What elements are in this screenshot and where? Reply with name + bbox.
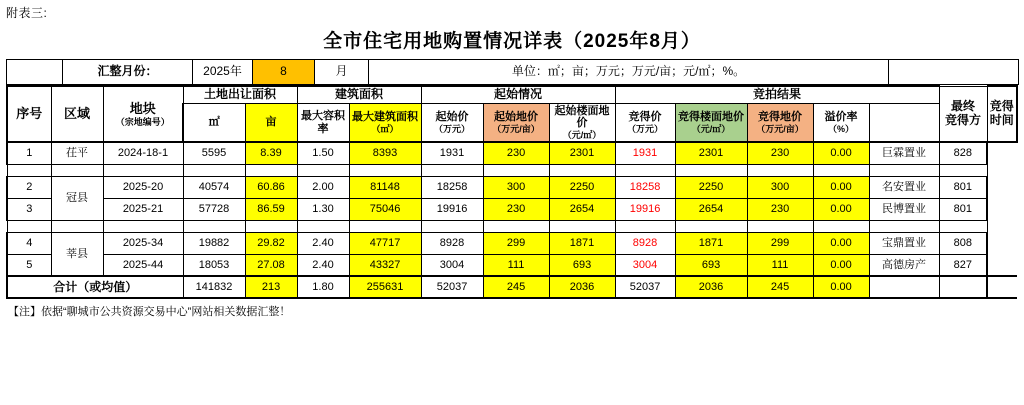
spacer-cell bbox=[421, 164, 483, 176]
total-far: 1.80 bbox=[297, 276, 349, 298]
cell-seq: 2 bbox=[7, 176, 51, 198]
spacer-cell bbox=[349, 164, 421, 176]
cell-win-land-price: 300 bbox=[747, 176, 813, 198]
spacer-cell bbox=[615, 220, 675, 232]
cell-far: 2.00 bbox=[297, 176, 349, 198]
cell-sqm: 57728 bbox=[183, 198, 245, 220]
cell-win-time: 801 bbox=[939, 176, 987, 198]
cell-winner: 巨霖置业 bbox=[869, 142, 939, 164]
spacer-cell bbox=[869, 164, 939, 176]
cell-start-price: 19916 bbox=[421, 198, 483, 220]
spacer-cell bbox=[7, 60, 63, 85]
spacer-cell bbox=[549, 164, 615, 176]
cell-start-floor-price: 693 bbox=[549, 254, 615, 276]
cell-far: 1.30 bbox=[297, 198, 349, 220]
header-start-price bbox=[421, 103, 483, 142]
cell-win-time: 801 bbox=[939, 198, 987, 220]
total-premium-rate: 0.00 bbox=[813, 276, 869, 298]
cell-mu: 27.08 bbox=[245, 254, 297, 276]
spacer-cell bbox=[549, 220, 615, 232]
header-winner: 最终 竞得方 bbox=[939, 86, 987, 142]
header-win-price-main: 竞得价 bbox=[628, 111, 662, 124]
header-start-floor-price bbox=[549, 103, 615, 142]
cell-start-price: 8928 bbox=[421, 232, 483, 254]
cell-win-time: 808 bbox=[939, 232, 987, 254]
spacer-cell bbox=[51, 164, 103, 176]
header-mu: 亩 bbox=[245, 103, 297, 142]
header-max-build-main: 最大建筑面积 bbox=[352, 111, 419, 124]
cell-start-floor-price: 2250 bbox=[549, 176, 615, 198]
cell-parcel: 2025-21 bbox=[103, 198, 183, 220]
table-row bbox=[7, 254, 1017, 276]
spacer-row bbox=[7, 164, 1017, 176]
header-start-price-sub: （万元） bbox=[434, 123, 471, 134]
cell-mu: 60.86 bbox=[245, 176, 297, 198]
cell-start-price: 3004 bbox=[421, 254, 483, 276]
year-value: 2025年 bbox=[193, 60, 253, 85]
total-row bbox=[7, 276, 1017, 298]
cell-far: 2.40 bbox=[297, 254, 349, 276]
group-start-info: 起始情况 bbox=[421, 86, 615, 103]
cell-max-build: 47717 bbox=[349, 232, 421, 254]
attachment-label: 附表三: bbox=[6, 6, 48, 20]
spacer-cell bbox=[7, 220, 51, 232]
table-row bbox=[7, 232, 1017, 254]
cell-win-land-price: 111 bbox=[747, 254, 813, 276]
cell-win-price: 8928 bbox=[615, 232, 675, 254]
cell-start-price: 1931 bbox=[421, 142, 483, 164]
total-start-price: 52037 bbox=[421, 276, 483, 298]
header-win-floor-price-sub: （元/㎡） bbox=[691, 123, 731, 134]
cell-max-build: 81148 bbox=[349, 176, 421, 198]
cell-region: 茌平 bbox=[51, 142, 103, 164]
group-build-area: 建筑面积 bbox=[297, 86, 421, 103]
cell-win-land-price: 230 bbox=[747, 142, 813, 164]
cell-premium-rate: 0.00 bbox=[813, 254, 869, 276]
header-region: 区域 bbox=[51, 86, 103, 142]
cell-start-land-price: 230 bbox=[483, 198, 549, 220]
cell-win-floor-price: 2301 bbox=[675, 142, 747, 164]
cell-win-land-price: 299 bbox=[747, 232, 813, 254]
cell-win-land-price: 230 bbox=[747, 198, 813, 220]
month-suffix: 月 bbox=[315, 60, 369, 85]
spacer-cell bbox=[869, 220, 939, 232]
cell-far: 1.50 bbox=[297, 142, 349, 164]
spacer-cell bbox=[813, 220, 869, 232]
cell-premium-rate: 0.00 bbox=[813, 142, 869, 164]
total-sqm: 141832 bbox=[183, 276, 245, 298]
cell-max-build: 8393 bbox=[349, 142, 421, 164]
cell-premium-rate: 0.00 bbox=[813, 176, 869, 198]
spacer-cell bbox=[421, 220, 483, 232]
cell-sqm: 40574 bbox=[183, 176, 245, 198]
cell-start-land-price: 300 bbox=[483, 176, 549, 198]
cell-start-floor-price: 1871 bbox=[549, 232, 615, 254]
cell-win-floor-price: 2654 bbox=[675, 198, 747, 220]
header-start-floor-price-main: 起始楼面地价 bbox=[554, 104, 610, 130]
cell-region: 冠县 bbox=[51, 176, 103, 220]
spacer-cell bbox=[7, 164, 51, 176]
unit-text: 单位：㎡；亩；万元；万元/亩；元/㎡；%。 bbox=[369, 60, 889, 85]
header-premium-rate-main: 溢价率 bbox=[824, 111, 858, 124]
cell-win-time: 827 bbox=[939, 254, 987, 276]
header-max-build-sub: （㎡） bbox=[371, 123, 399, 134]
spacer-cell bbox=[245, 220, 297, 232]
cell-win-price: 19916 bbox=[615, 198, 675, 220]
spacer-cell bbox=[483, 220, 549, 232]
land-purchase-table bbox=[6, 85, 1018, 299]
total-start-floor-price: 2036 bbox=[549, 276, 615, 298]
cell-sqm: 18053 bbox=[183, 254, 245, 276]
cell-start-land-price: 299 bbox=[483, 232, 549, 254]
cell-parcel: 2025-44 bbox=[103, 254, 183, 276]
group-land-area: 土地出让面积 bbox=[183, 86, 297, 103]
footnote: 【注】依据“聊城市公共资源交易中心”网站相关数据汇整！ bbox=[8, 306, 291, 319]
cell-win-floor-price: 1871 bbox=[675, 232, 747, 254]
header-max-build bbox=[349, 103, 421, 142]
header-start-land-price-sub: （万元/亩） bbox=[492, 123, 540, 134]
cell-winner: 宝鼎置业 bbox=[869, 232, 939, 254]
cell-parcel: 2025-20 bbox=[103, 176, 183, 198]
cell-region: 莘县 bbox=[51, 232, 103, 276]
total-win-time bbox=[939, 276, 987, 298]
top-info-table bbox=[6, 59, 1019, 85]
cell-far: 2.40 bbox=[297, 232, 349, 254]
header-win-floor-price-main: 竞得楼面地价 bbox=[678, 111, 745, 124]
header-win-land-price-sub: （万元/亩） bbox=[756, 123, 804, 134]
spacer-cell bbox=[747, 164, 813, 176]
spacer-cell bbox=[675, 220, 747, 232]
cell-parcel: 2025-34 bbox=[103, 232, 183, 254]
cell-win-floor-price: 693 bbox=[675, 254, 747, 276]
cell-win-price: 1931 bbox=[615, 142, 675, 164]
header-win-price-sub: （万元） bbox=[627, 123, 664, 134]
table-row bbox=[7, 142, 1017, 164]
header-start-land-price-main: 起始地价 bbox=[494, 111, 539, 124]
cell-win-floor-price: 2250 bbox=[675, 176, 747, 198]
total-max-build: 255631 bbox=[349, 276, 421, 298]
cell-start-price: 18258 bbox=[421, 176, 483, 198]
spacer-cell bbox=[297, 220, 349, 232]
header-premium-rate bbox=[813, 103, 869, 142]
spacer-cell bbox=[103, 220, 183, 232]
spacer-cell bbox=[483, 164, 549, 176]
cell-mu: 8.39 bbox=[245, 142, 297, 164]
cell-seq: 5 bbox=[7, 254, 51, 276]
spacer-cell bbox=[103, 164, 183, 176]
header-seq: 序号 bbox=[7, 86, 51, 142]
spacer-cell bbox=[615, 164, 675, 176]
header-win-time: 竞得 时间 bbox=[987, 86, 1017, 142]
total-win-price: 52037 bbox=[615, 276, 675, 298]
header-parcel-sub: （宗地编号） bbox=[115, 116, 170, 127]
cell-seq: 3 bbox=[7, 198, 51, 220]
spacer-cell bbox=[349, 220, 421, 232]
header-parcel bbox=[103, 86, 183, 142]
table-row bbox=[7, 198, 1017, 220]
header-start-land-price bbox=[483, 103, 549, 142]
cell-max-build: 43327 bbox=[349, 254, 421, 276]
cell-winner: 名安置业 bbox=[869, 176, 939, 198]
group-header-row bbox=[7, 86, 1017, 103]
cell-mu: 86.59 bbox=[245, 198, 297, 220]
spacer-cell bbox=[297, 164, 349, 176]
header-premium-rate-sub: （%） bbox=[828, 123, 855, 134]
cell-win-time: 828 bbox=[939, 142, 987, 164]
month-number: 8 bbox=[253, 60, 315, 85]
spacer-cell bbox=[747, 220, 813, 232]
header-start-floor-price-sub: （元/㎡） bbox=[562, 130, 602, 141]
header-start-price-main: 起始价 bbox=[435, 111, 469, 124]
total-mu: 213 bbox=[245, 276, 297, 298]
cell-win-price: 18258 bbox=[615, 176, 675, 198]
total-start-land-price: 245 bbox=[483, 276, 549, 298]
cell-sqm: 5595 bbox=[183, 142, 245, 164]
spacer-cell-right bbox=[889, 60, 1019, 85]
spacer-cell bbox=[183, 164, 245, 176]
cell-start-floor-price: 2301 bbox=[549, 142, 615, 164]
group-auction-result: 竞拍结果 bbox=[615, 86, 939, 103]
total-label: 合计（或均值） bbox=[7, 276, 183, 298]
spacer-cell bbox=[675, 164, 747, 176]
cell-max-build: 75046 bbox=[349, 198, 421, 220]
spacer-cell bbox=[245, 164, 297, 176]
table-row bbox=[7, 176, 1017, 198]
cell-start-land-price: 230 bbox=[483, 142, 549, 164]
cell-premium-rate: 0.00 bbox=[813, 198, 869, 220]
spacer-cell bbox=[183, 220, 245, 232]
cell-seq: 4 bbox=[7, 232, 51, 254]
spacer-cell bbox=[939, 164, 987, 176]
header-far: 最大容积率 bbox=[297, 103, 349, 142]
total-win-land-price: 245 bbox=[747, 276, 813, 298]
header-win-floor-price bbox=[675, 103, 747, 142]
spacer-cell bbox=[939, 220, 987, 232]
cell-sqm: 19882 bbox=[183, 232, 245, 254]
header-win-land-price-main: 竞得地价 bbox=[758, 111, 803, 124]
header-win-land-price bbox=[747, 103, 813, 142]
cell-start-floor-price: 2654 bbox=[549, 198, 615, 220]
cell-mu: 29.82 bbox=[245, 232, 297, 254]
cell-winner: 民博置业 bbox=[869, 198, 939, 220]
header-parcel-main: 地块 bbox=[129, 100, 156, 116]
month-label: 汇整月份： bbox=[63, 60, 193, 85]
cell-parcel: 2024-18-1 bbox=[103, 142, 183, 164]
header-win-price bbox=[615, 103, 675, 142]
page-title: 全市住宅用地购置情况详表（2025年8月） bbox=[323, 31, 701, 52]
spacer-cell bbox=[51, 220, 103, 232]
cell-start-land-price: 111 bbox=[483, 254, 549, 276]
spacer-cell bbox=[813, 164, 869, 176]
total-win-floor-price: 2036 bbox=[675, 276, 747, 298]
header-sqm: ㎡ bbox=[183, 103, 245, 142]
total-winner bbox=[869, 276, 939, 298]
cell-winner: 高德房产 bbox=[869, 254, 939, 276]
cell-premium-rate: 0.00 bbox=[813, 232, 869, 254]
cell-seq: 1 bbox=[7, 142, 51, 164]
spacer-row bbox=[7, 220, 1017, 232]
cell-win-price: 3004 bbox=[615, 254, 675, 276]
